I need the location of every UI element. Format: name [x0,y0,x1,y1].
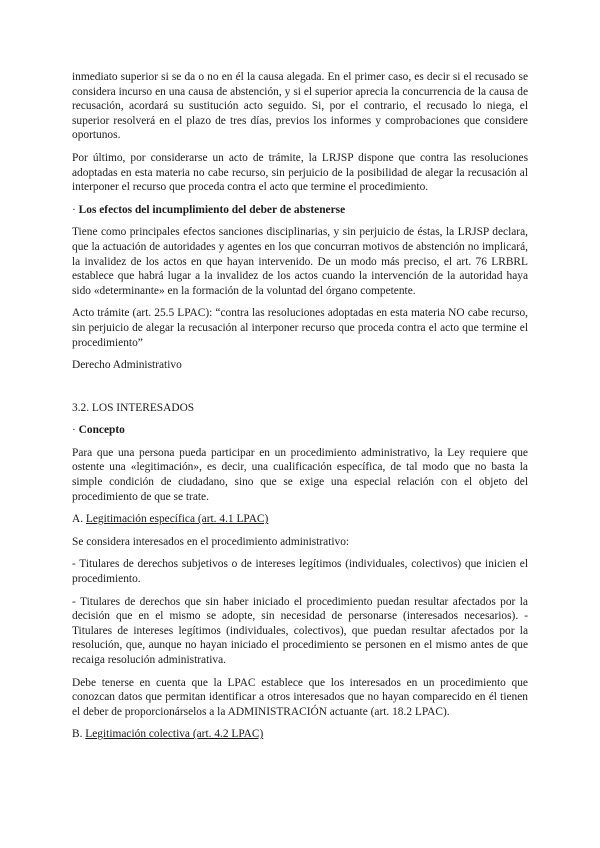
subheading-prefix: A. [72,513,86,526]
heading-concepto [72,423,528,438]
section-title-interesados: 3.2. LOS INTERESADOS [72,401,195,414]
subheading-legitimacion-colectiva [72,727,528,742]
heading-text: Los efectos del incumplimiento del deber de abstenerse [78,203,346,216]
paragraph-interesados-intro: Se considera interesados en el procedimiento administrativo: [72,535,350,548]
paragraph-acto-tramite-cita: Acto trámite (art. 25.5 LPAC): “contra las resoluciones adoptadas en esta materia NO cabe recurso, sin perjuicio de alegar la recusación al interponer recurso que proceda contra el acto que termine el procedimiento” [72,307,528,349]
subheading-legitimacion-especifica [72,512,528,527]
heading-bullet: · [72,424,79,437]
subheading-text: Legitimación específica (art. 4.1 LPAC) [85,513,269,526]
heading-bullet: · [72,203,79,216]
document-page [72,70,528,750]
heading-efectos-incumplimiento [72,203,528,218]
paragraph-acto-tramite: Por último, por considerarse un acto de trámite, la LRJSP dispone que contra las resoluciones adoptadas en esta materia no cabe recurso, sin perjuicio de la posibilidad de alegar la recusación al interponer el recurso que proceda contra el acto que termine el procedimiento. [72,151,528,194]
paragraph-legitimacion-concepto: Para que una persona pueda participar en un procedimiento administrativo, la Ley requiere que ostente una «legitimación», es decir, una cualificación específica, de tal modo que no basta la simple condición de ciudadano, sino que se exige una especial relación con el objeto del procedimiento de que se trate. [72,446,528,503]
spacer [72,381,528,401]
subheading-text: Legitimación colectiva (art. 4.2 LPAC) [85,728,264,741]
paragraph-derecho-administrativo: Derecho Administrativo [72,359,182,372]
subheading-prefix: B. [72,728,86,741]
heading-text: Concepto [78,424,125,437]
paragraph-titulares-inicien: - Titulares de derechos subjetivos o de intereses legítimos (individuales, colectivos) que inicien el procedimiento. [72,558,528,586]
paragraph-deber-datos: Debe tenerse en cuenta que la LPAC establece que los interesados en un procedimiento que conozcan datos que permitan identificar a otros interesados que no hayan comparecido en él tienen el deber de proporcionárselos a la ADMINISTRACIÓN actuante (art. 18.2 LPAC). [72,676,528,718]
paragraph-recusacion-resolucion: inmediato superior si se da o no en él la causa alegada. En el primer caso, es decir si el recusado se considera incurso en una causa de abstención, y si el superior aprecia la concurrencia de la causa de recusación, acordará su sustitución acto seguido. Si, por el contrario, el recusado lo niega, el superior resolverá en el plazo de tres días, previos los informes y comprobaciones que considere oportunos. [72,71,528,142]
paragraph-efectos: Tiene como principales efectos sanciones disciplinarias, y sin perjuicio de éstas, la LRJSP declara, que la actuación de autoridades y agentes en los que concurran motivos de abstención no implicará, la invalidez de los actos en que hayan intervenido. De un modo más preciso, el art. 76 LRBRL establece que habrá lugar a la invalidez de los actos cuando la intervención de la autoridad haya sido «determinante» en la formación de la voluntad del órgano competente. [72,226,528,297]
paragraph-titulares-afectados: - Titulares de derechos que sin haber iniciado el procedimiento puedan resultar afectados por la decisión que en el mismo se adopte, sin necesidad de personarse (interesados necesarios). - Titulares de intereses legítimos (individuales, colectivos), que puedan resultar afectados por la resolución, que, aunque no hayan iniciado el procedimiento se personen en el mismo antes de que recaiga resolución administrativa. [72,595,528,666]
